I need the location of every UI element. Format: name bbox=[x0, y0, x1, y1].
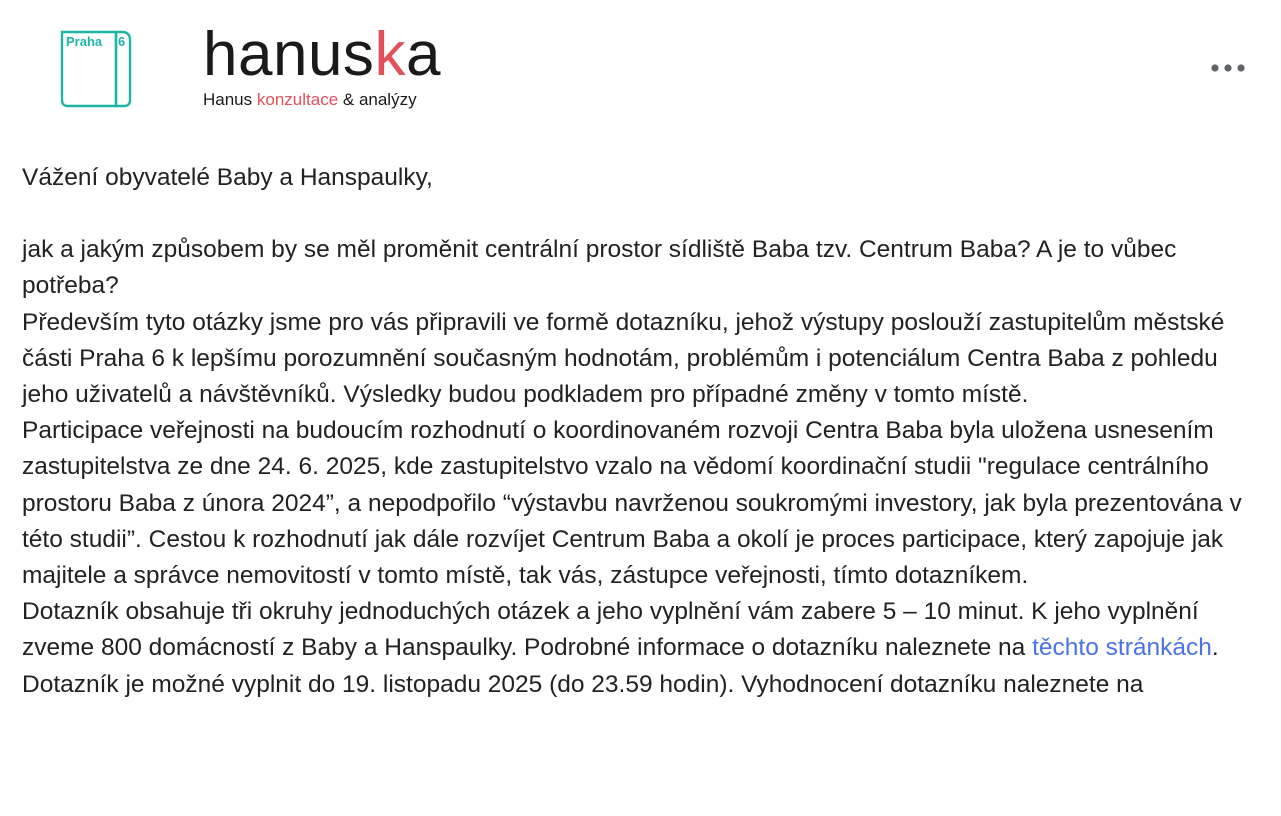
tagline-suffix: & analýzy bbox=[338, 90, 417, 109]
greeting: Vážení obyvatelé Baby a Hanspaulky, bbox=[22, 164, 433, 191]
wordmark-suffix: a bbox=[405, 20, 441, 89]
more-menu-button[interactable] bbox=[1206, 58, 1250, 78]
wordmark-accent: k bbox=[374, 20, 406, 89]
intro-paragraph-1: jak a jakým způsobem by se měl proměnit centrální prostor sídliště Baba tzv. Centrum Baba? A je to vůbec potřeba? bbox=[22, 236, 1177, 300]
paragraph-4-text: Dotazník obsahuje tři okruhy jednoduchých otázek a jeho vyplnění vám zabere 5 – 10 minut. K jeho vyplnění zveme 800 domácností z Baby a Hanspaulky. Podrobné informace o dotazníku naleznete na bbox=[22, 598, 1199, 662]
intro-paragraph-3: Participace veřejnosti na budoucím rozhodnutí o koordinovaném rozvoji Centra Baba byla uložena usnesením zastupitelstva ze dne 24. 6. 2025, kde zastupitelstvo vzalo na vědomí koordinační studii "regulace centrálního prostoru Baba z února 2024”, a nepodpořilo “výstavbu navrženou soukromými investory, jak byla prezentována v této studii”. Cestou k rozhodnutí jak dále rozvíjet Centrum Baba a okolí je proces participace, který zapojuje jak majitele a správce nemovitostí v tomto místě, tak vás, zástupce veřejnosti, tímto dotazníkem. bbox=[22, 417, 1242, 590]
tagline-prefix: Hanus bbox=[203, 90, 257, 109]
intro-paragraph-4 bbox=[22, 594, 1262, 666]
hanuska-logo bbox=[203, 22, 473, 117]
survey-info-link[interactable]: těchto stránkách bbox=[1032, 634, 1212, 662]
praha-logo-number: 6 bbox=[118, 34, 126, 49]
praha-logo-text: Praha bbox=[66, 34, 103, 49]
tagline-accent: konzultace bbox=[256, 90, 339, 109]
intro-text bbox=[22, 160, 1262, 703]
more-horizontal-icon bbox=[1206, 58, 1250, 78]
hanuska-wordmark bbox=[203, 22, 441, 88]
paragraph-gap bbox=[22, 196, 1262, 232]
intro-paragraph-2: Především tyto otázky jsme pro vás připravili ve formě dotazníku, jehož výstupy poslouží zastupitelům městské části Praha 6 k lepšímu porozumnění současným hodnotám, problémům i potenciálum Centra Baba z pohledu jeho uživatelů a návštěvníků. Výsledky budou podkladem pro případné změny v tomto místě. bbox=[22, 308, 1225, 409]
praha-6-logo-icon bbox=[60, 30, 134, 110]
hanuska-tagline bbox=[203, 89, 417, 111]
praha-6-logo bbox=[60, 30, 134, 110]
wordmark-prefix: hanus bbox=[203, 20, 375, 89]
intro-paragraph-5: Dotazník je možné vyplnit do 19. listopadu 2025 (do 23.59 hodin). Vyhodnocení dotazníku naleznete na bbox=[22, 670, 1144, 698]
header bbox=[0, 0, 1281, 130]
paragraph-4-end: . bbox=[1211, 634, 1219, 662]
